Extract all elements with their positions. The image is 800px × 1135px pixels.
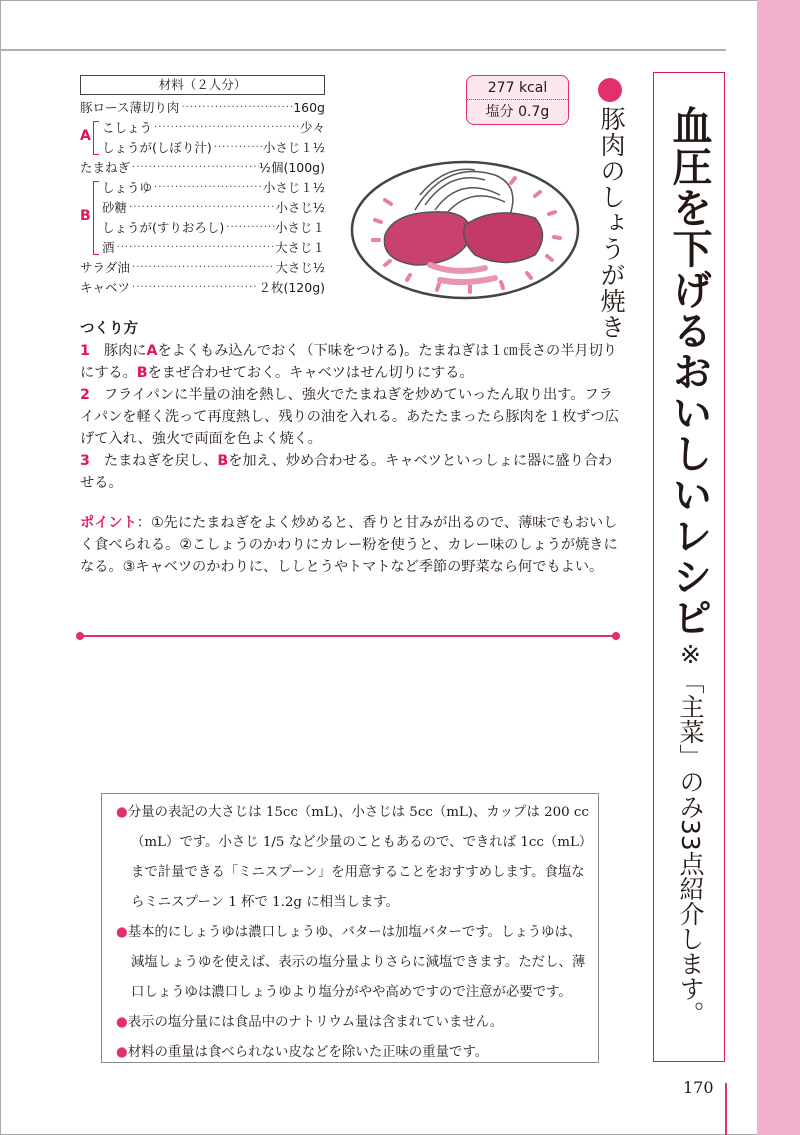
section-note: ※「主菜」のみ33点紹介します。 (676, 640, 705, 1026)
tip-label: ポイント (80, 515, 137, 531)
title-bullet-icon (598, 78, 622, 102)
step-3: 3 たまねぎを戻し、Bを加え、炒め合わせる。キャベツといっしょに器に盛り合わせる。 (80, 453, 613, 491)
group-bracket (93, 121, 99, 155)
step-1: 1 豚肉にAをよくもみ込んでおく（下味をつける)。たまねぎは１㎝長さの半月切りにする。Bをまぜ合わせておく。キャベツはせん切りにする。 (80, 343, 617, 381)
notes-box (101, 793, 599, 1063)
salt-content: 塩分 0.7g (485, 104, 550, 120)
note-item: ●材料の重量は食べられない皮などを除いた正味の重量です。 (116, 1045, 489, 1060)
ingredient-row: しょうが(すりおろし) ····· 小さじ１ (102, 218, 325, 238)
note-item: ●表示の塩分量には食品中のナトリウム量は含まれていません。 (116, 1015, 504, 1030)
ingredient-row: 砂糖 ····· 小さじ½ (102, 198, 325, 218)
index-tab-strip (757, 0, 800, 1135)
ingredient-row: サラダ油 ····· 大さじ½ (80, 258, 325, 278)
calories: 277 kcal (467, 76, 568, 100)
step-2: 2 フライパンに半量の油を熱し、強火でたまねぎを炒めていったん取り出す。フライパンを軽く洗って再度熱し、残りの油を入れる。あたたまったら豚肉を１枚ずつ広げて入れ、強火で両面を色よく焼く。 (80, 387, 619, 447)
group-label: A (80, 128, 91, 144)
ingredient-group-a (80, 118, 325, 158)
section-divider (80, 635, 616, 637)
ingredient-row: たまねぎ ····· ½個(100g) (80, 158, 325, 178)
section-title: 血圧を下げるおいしいレシピ (666, 105, 712, 638)
page-number: 170 (683, 1078, 714, 1097)
tip-text: ：①先にたまねぎをよく炒めると、香りと甘みが出るので、薄味でもおいしく食べられる。②こしょうのかわりにカレー粉を使うと、カレー味のしょうが焼きになる。③キャベツのかわりに、ししとうやトマトなど季節の野菜なら何でもよい。 (80, 515, 618, 575)
page-number-rule (725, 1083, 727, 1135)
group-label: B (80, 208, 91, 224)
note-item: ●基本的にしょうゆは濃口しょうゆ、バターは加塩バターです。しょうゆは、減塩しょうゆを使えば、表示の塩分量よりさらに減塩できます。ただし、薄口しょうゆは濃口しょうゆより塩分がやや高めですので注意が必要です。 (116, 925, 586, 1000)
ingredient-row: キャベツ ····· ２枚(120g) (80, 278, 325, 298)
recipe-title: 豚肉のしょうが焼き (597, 106, 626, 340)
header-rule (0, 49, 726, 51)
method-section (80, 318, 620, 494)
group-bracket (93, 181, 99, 255)
ingredient-row: 酒 ····· 大さじ１ (102, 238, 325, 258)
method-header: つくり方 (80, 321, 138, 337)
dish-illustration (345, 140, 585, 305)
ingredient-row: こしょう ····· 少々 (102, 118, 325, 138)
cooking-tip (80, 512, 620, 578)
note-item: ●分量の表記の大さじは 15cc（mL)、小さじは 5cc（mL)、カップは 200 cc（mL）です。小さじ 1/5 など少量のこともあるので、できれば 1cc（mL）まで計量できる「ミニスプーン」を用意することをおすすめします。食塩ならミニスプーン 1 杯で 1.2g に相当します。 (116, 805, 589, 910)
nutrition-badge (466, 75, 569, 125)
ingredient-row: 豚ロース薄切り肉 ····· 160g (80, 98, 325, 118)
ingredients-header: 材料（２人分） (80, 75, 325, 95)
ingredient-row: しょうが(しぼり汁) ····· 小さじ１½ (102, 138, 325, 158)
ingredient-row: しょうゆ ····· 小さじ１½ (102, 178, 325, 198)
ingredient-group-b (80, 178, 325, 258)
ingredients-list (80, 75, 325, 298)
